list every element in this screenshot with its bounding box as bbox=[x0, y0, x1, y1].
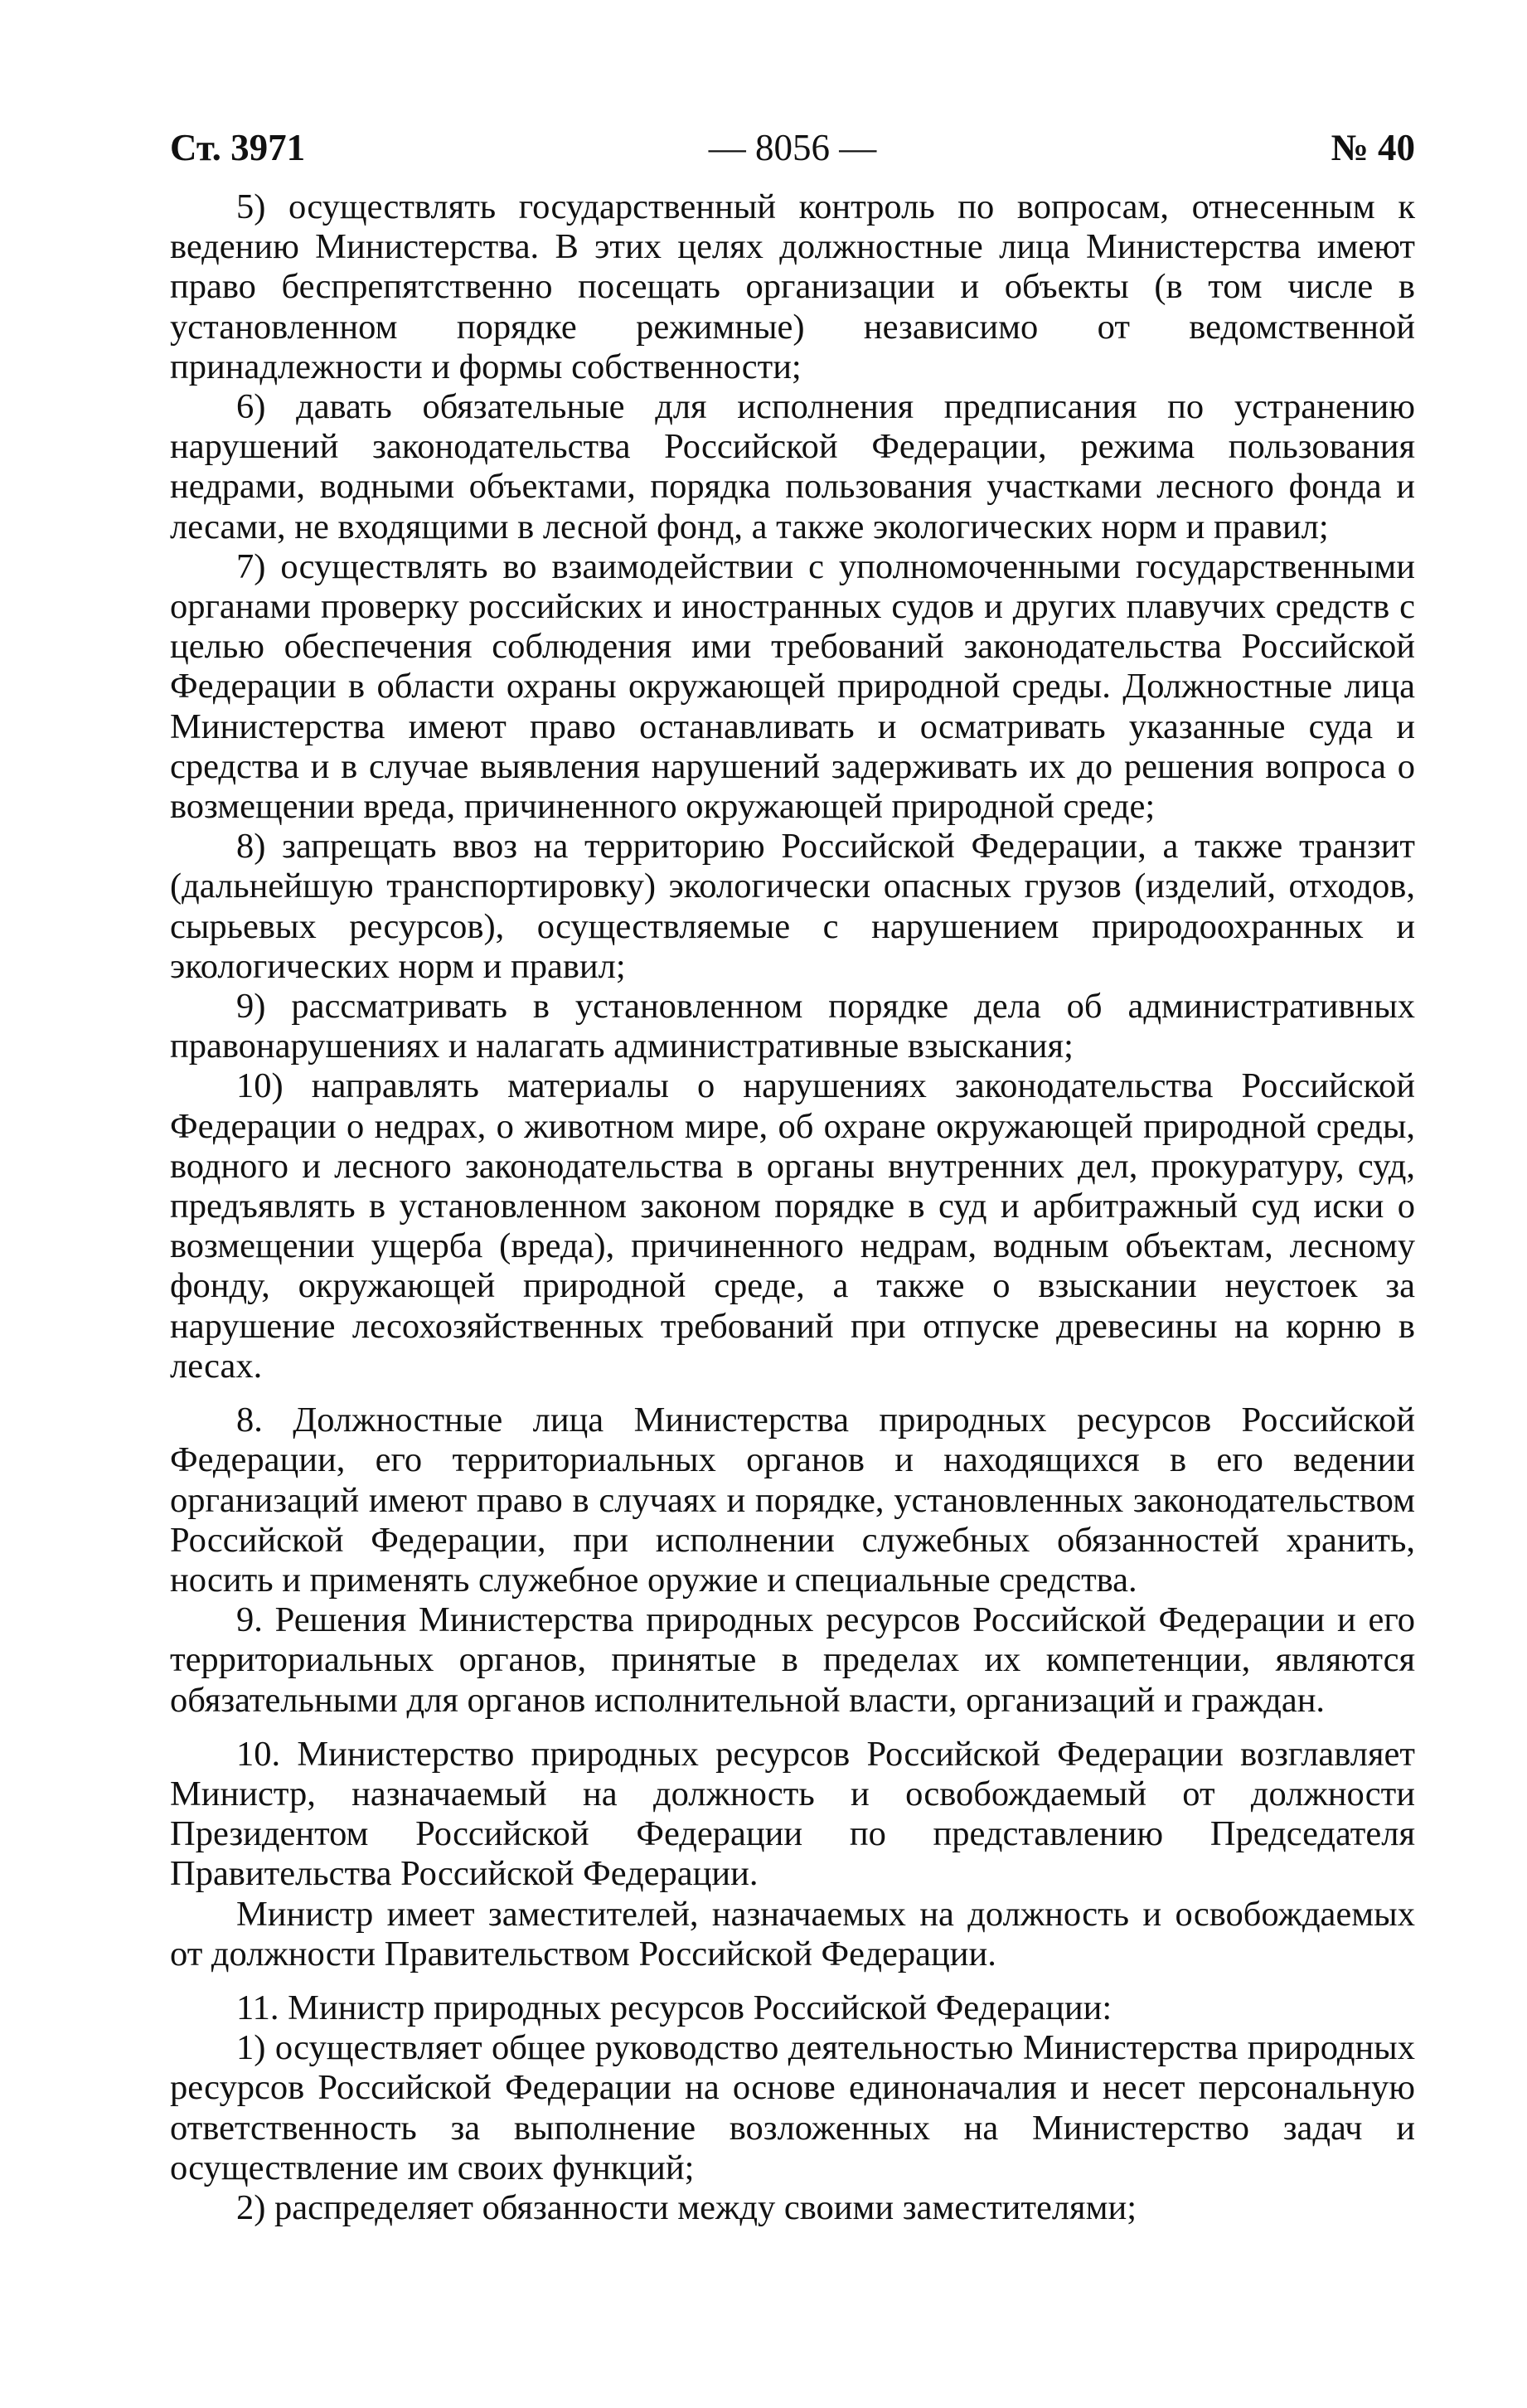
section-9: 9. Решения Министерства природных ресурсов Российской Федерации и его территориальных органов, принятые в пределах их компетенции, являются обязательными для органов исполнительной власти, организаций и граждан. bbox=[170, 1600, 1415, 1720]
page-header bbox=[170, 118, 1415, 177]
section-11-item-2: 2) распределяет обязанности между своими заместителями; bbox=[236, 2187, 1137, 2227]
document-body bbox=[170, 187, 1415, 2228]
article-number: Ст. 3971 bbox=[170, 127, 306, 168]
paragraph-item-5: 5) осуществлять государственный контроль по вопросам, отнесенным к ведению Министерства. В этих целях должностные лица Министерства имеют право беспрепятственно посещать организации и объекты (в том числе в установленном порядке режимные) независимо от ведомственной принадлежности и формы собственности; bbox=[170, 187, 1415, 386]
section-11: 11. Министр природных ресурсов Российской Федерации: bbox=[236, 1988, 1113, 2027]
paragraph-item-7: 7) осуществлять во взаимодействии с уполномоченными государственными органами проверку российских и иностранных судов и других плавучих средств с целью обеспечения соблюдения ими требований законодательства Российской Федерации в области охраны окружающей природной среды. Должностные лица Министерства имеют право останавливать и осматривать указанные суда и средства и в случае выявления нарушений задерживать их до решения вопроса о возмещении вреда, причиненного окружающей природной среде; bbox=[170, 546, 1415, 827]
section-10: 10. Министерство природных ресурсов Российской Федерации возглавляет Министр, назначаемый на должность и освобождаемый от должности Президентом Российской Федерации по представлению Председателя Правительства Российской Федерации. bbox=[170, 1734, 1415, 1894]
section-10-deputies: Министр имеет заместителей, назначаемых на должность и освобождаемых от должности Правительством Российской Федерации. bbox=[170, 1894, 1415, 1973]
page-number: — 8056 — bbox=[708, 127, 877, 168]
issue-number: № 40 bbox=[1331, 127, 1415, 168]
document-page bbox=[170, 118, 1415, 2228]
paragraph-item-8: 8) запрещать ввоз на территорию Российской Федерации, а также транзит (дальнейшую транспортировку) экологически опасных грузов (изделий, отходов, сырьевых ресурсов), осуществляемые с нарушением природоохранных и экологических норм и правил; bbox=[170, 827, 1415, 986]
section-8: 8. Должностные лица Министерства природных ресурсов Российской Федерации, его территориальных органов и находящихся в его ведении организаций имеют право в случаях и порядке, установленных законодательством Российской Федерации, при исполнении служебных обязанностей хранить, носить и применять служебное оружие и специальные средства. bbox=[170, 1401, 1415, 1600]
paragraph-item-6: 6) давать обязательные для исполнения предписания по устранению нарушений законодательства Российской Федерации, режима пользования недрами, водными объектами, порядка пользования участками лесного фонда и лесами, не входящими в лесной фонд, а также экологических норм и правил; bbox=[170, 387, 1415, 546]
paragraph-item-10: 10) направлять материалы о нарушениях законодательства Российской Федерации о недрах, о животном мире, об охране окружающей природной среды, водного и лесного законодательства в органы внутренних дел, прокуратуру, суд, предъявлять в установленном законом порядке в суд и арбитражный суд иски о возмещении ущерба (вреда), причиненного недрам, водным объектам, лесному фонду, окружающей природной среде, а также о взыскании неустоек за нарушение лесохозяйственных требований при отпуске древесины на корню в лесах. bbox=[170, 1066, 1415, 1386]
paragraph-item-9: 9) рассматривать в установленном порядке дела об административных правонарушениях и налагать административные взыскания; bbox=[170, 987, 1415, 1066]
section-11-item-1: 1) осуществляет общее руководство деятельностью Министерства природных ресурсов Российской Федерации на основе единоначалия и несет персональную ответственность за выполнение возложенных на Министерство задач и осуществление им своих функций; bbox=[170, 2028, 1415, 2187]
